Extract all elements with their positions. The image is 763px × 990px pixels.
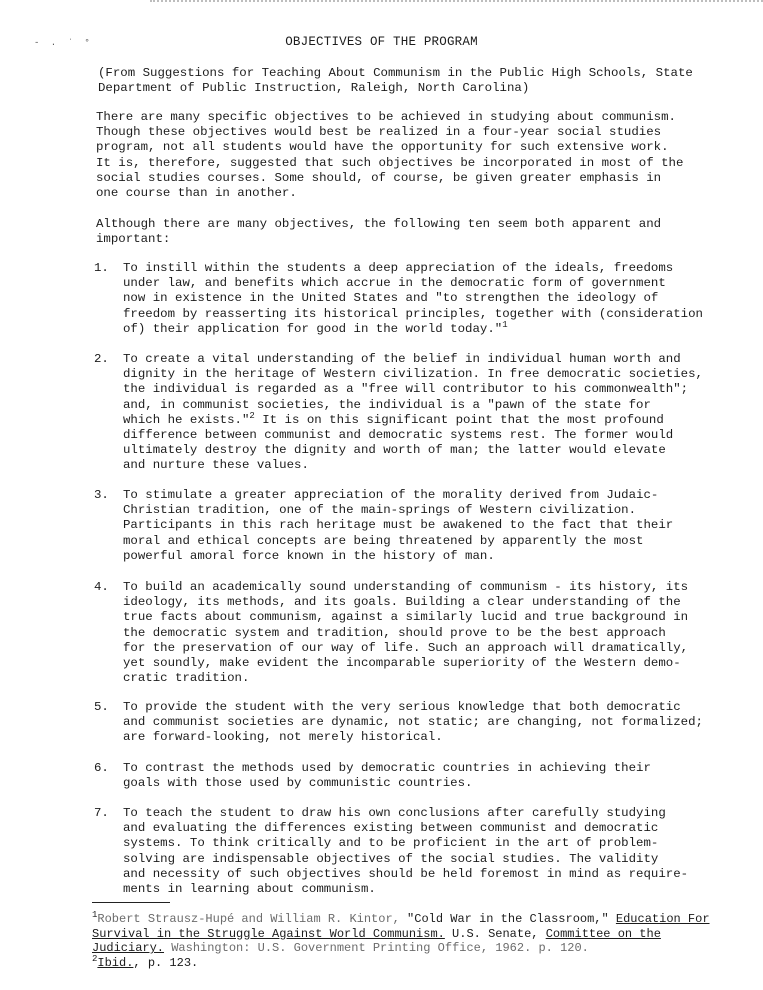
objective-text-body: It is on this significant point that the most profound difference between communist and democratic systems rest. The former would ultimately destroy the dignity and worth of man; the latter would elevate and nurture these values. [123,412,674,473]
footnote-committee: Committee on the Judiciary. [92,926,661,955]
scan-top-edge [150,0,763,4]
objective-number: 2. [94,352,109,366]
objective-text: To build an academically sound understanding of communism - its history, its ideology, its methods, and its goals. Building a clear understanding of the true facts about communism, against a similarly lucid and true background in the democratic system and tradition, should prove to be the best approach for the preservation of our way of life. Such an approach will dramatically, yet soundly, make evident the incomparable superiority of the Western demo- cratic tradition. [123,580,689,686]
footnotes [92,912,732,970]
objective-number: 7. [94,806,109,820]
objective-number: 4. [94,580,109,594]
objective-text-body: To create a vital understanding of the belief in individual human worth and dignity in the heritage of Western civilization. In free democratic societies, the individual is regarded as a "free will contributor to his commonwealth"; and, in communist societies, the individual is a "pawn of the state for which he exists." [123,352,703,427]
footnote-ibid: Ibid. [97,955,134,970]
footnote-imprint: Washington: U.S. Government Printing Office, 1962. p. 120. [164,941,589,955]
footnote-article: "Cold War in the Classroom," [399,912,616,926]
footnote-ref: 2 [249,410,255,421]
lead-in-paragraph: Although there are many objectives, the following ten seem both apparent and important: [96,217,662,247]
objective-text: To provide the student with the very serious knowledge that both democratic and communist societies are dynamic, not static; are changing, not formalized; are forward-looking, not merely historical. [123,700,703,745]
objective-text: To contrast the methods used by democratic countries in achieving their goals with those used by communistic countries. [123,761,651,791]
objective-number: 3. [94,488,109,502]
objective-text: To teach the student to draw his own conclusions after carefully studying and evaluating the differences existing between communist and democratic systems. To think critically and to be proficient in the art of problem- solving are indispensable objectives of the social studies. The validity and necessity of such objectives should be held foremost in mind as require- ments in learning about communism. [123,806,689,897]
footnote-1 [92,912,732,956]
objective-number: 5. [94,700,109,714]
footnote-book-title: Education For Survival in the Struggle Against World Communism. [92,912,710,941]
objective-number: 6. [94,761,109,775]
footnote-mark: 2 [92,953,98,964]
footnote-ref: 1 [502,319,508,330]
objective-number: 1. [94,261,109,275]
source-note: (From Suggestions for Teaching About Communism in the Public High Schools, State Department of Public Instruction, Raleigh, North Carolina) [98,66,693,96]
objective-text: To stimulate a greater appreciation of the morality derived from Judaic- Christian tradition, one of the main-springs of Western civilization. Participants in this rach heritage must be awakened to the fact that their moral and ethical concepts are being threatened by apparently the most powerful amoral force known in the history of man. [123,488,674,563]
objective-text [123,261,723,337]
corner-marks: - . ˈ ° [34,38,93,48]
footnote-mark: 1 [92,910,98,920]
footnote-authors: Robert Strausz-Hupé and William R. Kintor, [97,912,400,926]
footnote-publisher: U.S. Senate, [444,926,546,941]
objective-text [123,352,723,474]
page-title: OBJECTIVES OF THE PROGRAM [285,35,478,49]
footnote-2 [92,953,732,971]
objective-text-body: To instill within the students a deep appreciation of the ideals, freedoms under law, and benefits which accrue in the democratic form of government now in existence in the United States and "to strengthen the ideology of freedom by reasserting its historical principles, together with (consideration of) their application for good in the world today." [123,261,703,336]
intro-paragraph: There are many specific objectives to be achieved in studying about communism. Though these objectives would best be realized in a four-year social studies program, not all students would have the opportunity for such extensive work. It is, therefore, suggested that such objectives be incorporated in most of the social studies courses. Some should, of course, be given greater emphasis in one course than in another. [96,110,684,201]
footnote-page: , p. 123. [133,955,199,970]
footnote-divider [92,902,170,903]
